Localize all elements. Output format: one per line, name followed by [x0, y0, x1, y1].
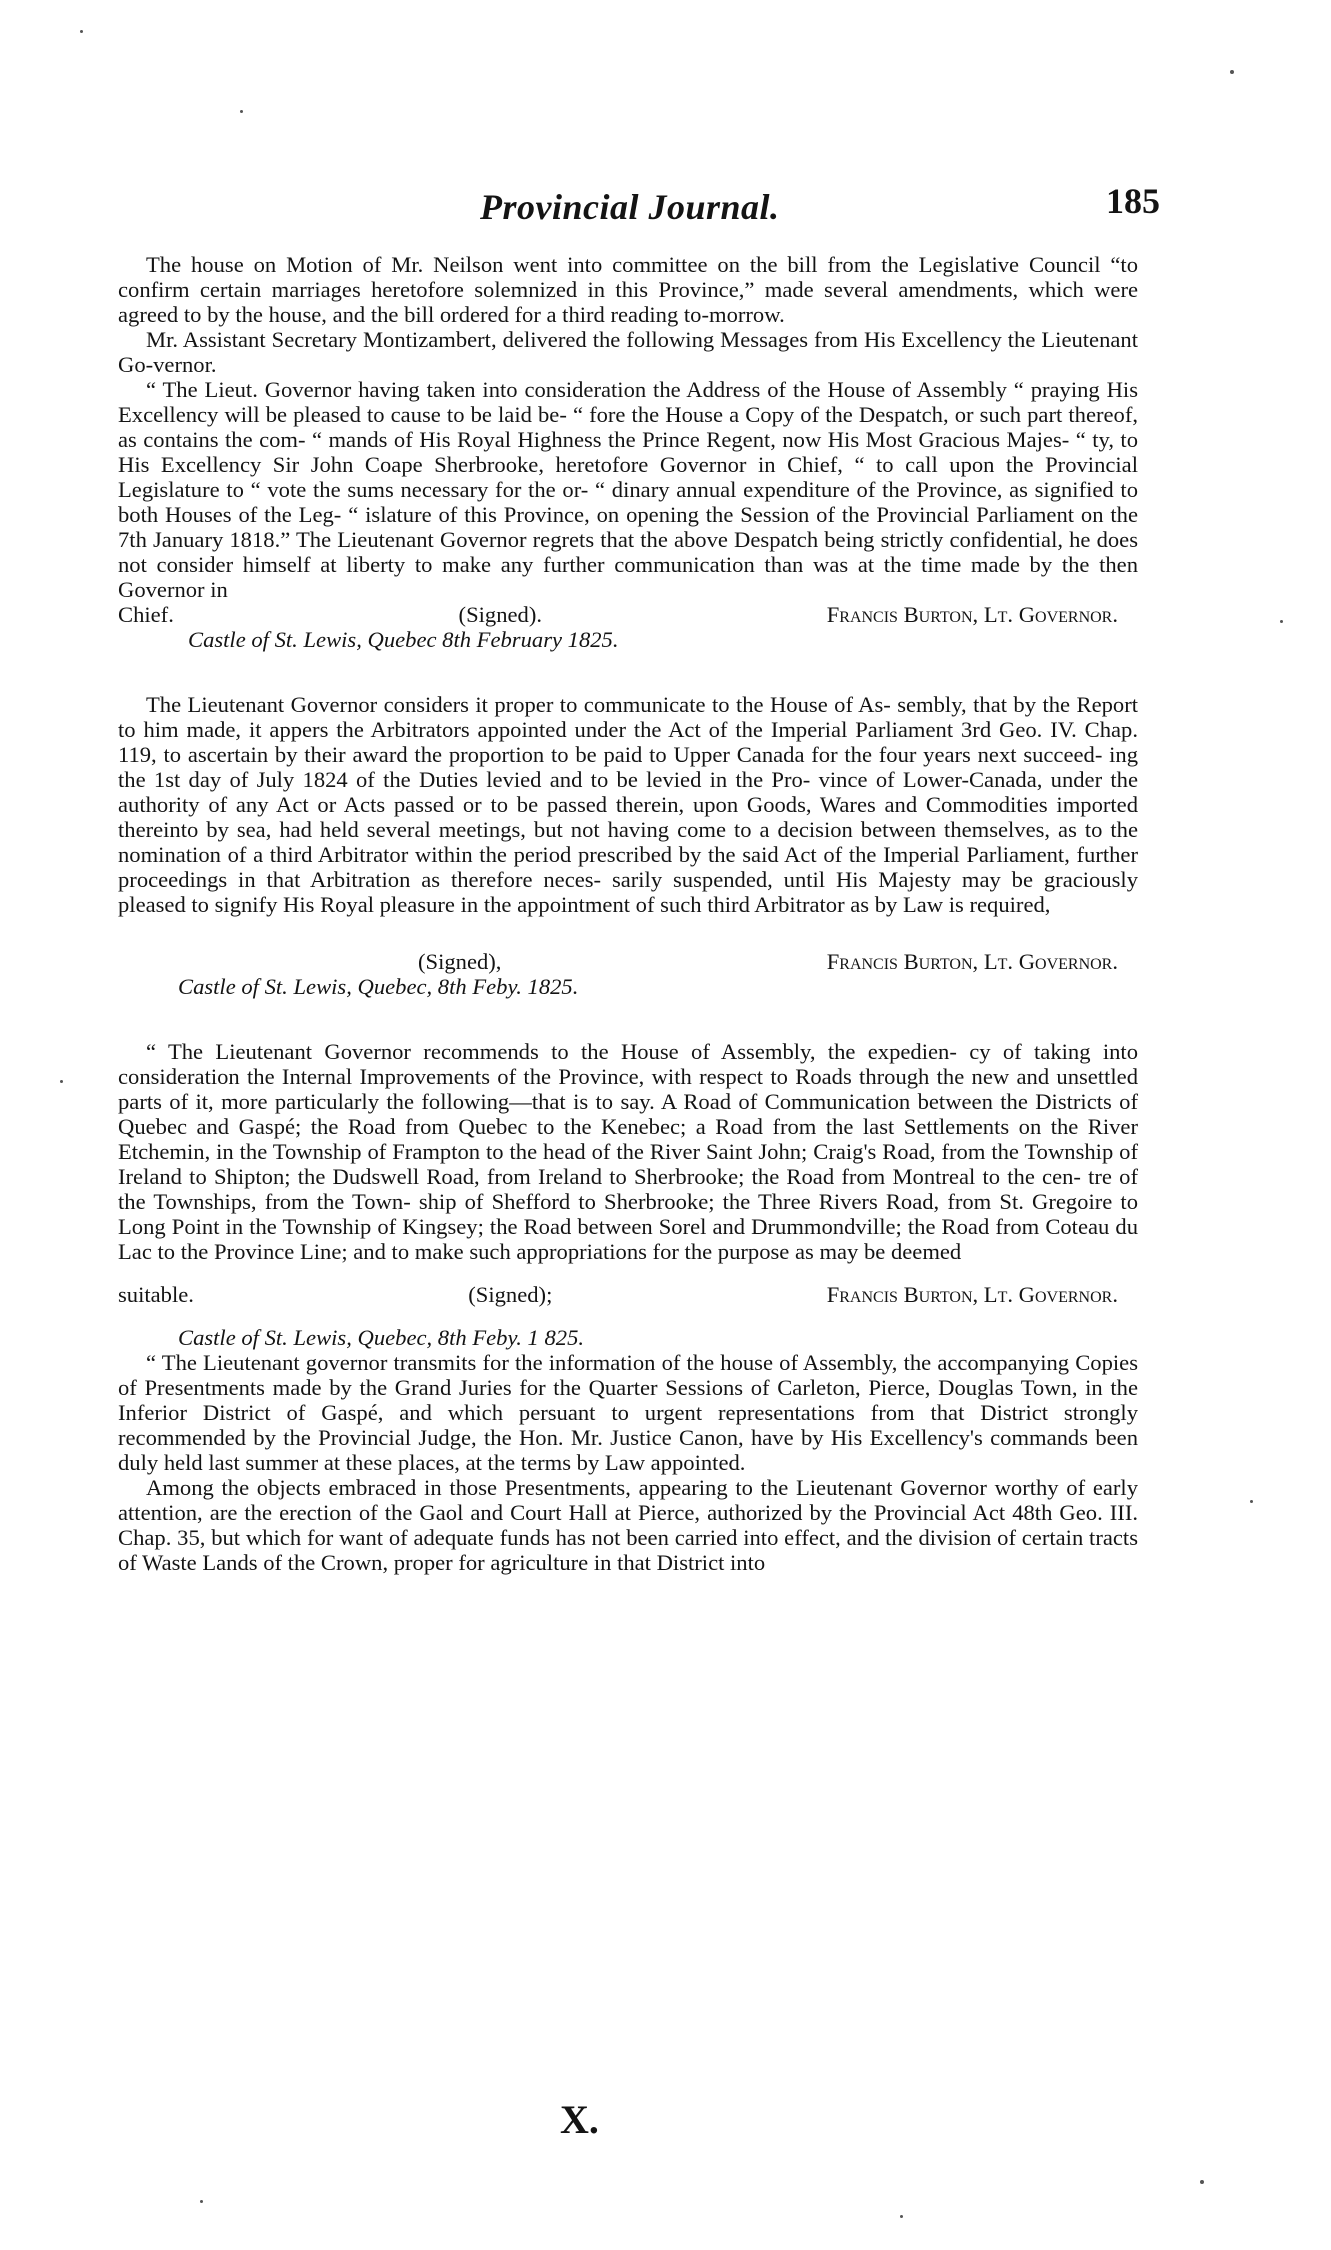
signature-line [118, 1282, 1138, 1307]
scan-speck [240, 110, 243, 113]
scan-speck [900, 2215, 903, 2218]
paragraph-committee: The house on Motion of Mr. Neilson went into committee on the bill from the Legislative Council “to confirm certain marriages heretofore solemnized in this Province,” made several amendments, which were agreed to by the house, and the bill ordered for a third reading to-morrow. [118, 252, 1138, 327]
signature-signed: (Signed); [468, 1282, 553, 1307]
signature-name: Francis Burton, Lt. Governor. [826, 602, 1118, 627]
signature-name: Francis Burton, Lt. Governor. [826, 1282, 1118, 1307]
scan-speck [1250, 1500, 1253, 1503]
dateline: Castle of St. Lewis, Quebec 8th February 1825. [188, 627, 619, 652]
paragraph-presentments-message: “ The Lieutenant governor transmits for the information of the house of Assembly, the accompanying Copies of Presentments made by the Grand Juries for the Quarter Sessions of Carleton, Pierce, Douglas Town, in the Inferior District of Gaspé, and which persuant to urgent representations from that District strongly recommended by the Provincial Judge, the Hon. Mr. Justice Canon, have by His Excellency's commands been duly held last summer at these places, at the terms by Law appointed. [118, 1350, 1138, 1475]
scan-speck [60, 1080, 63, 1083]
signature-signed: (Signed), [418, 949, 502, 974]
scan-speck [1230, 70, 1234, 74]
page-body [118, 252, 1138, 1575]
paragraph-arbitrators-message: The Lieutenant Governor considers it proper to communicate to the House of As- sembly, that by the Report to him made, it appers the Arbitrators appointed under the Act of the Imperial Parliament 3rd Geo. IV. Chap. 119, to ascertain by their award the proportion to be paid to Upper Canada for the four years next succeed- ing the 1st day of July 1824 of the Duties levied and to be levied in the Pro- vince of Lower-Canada, under the authority of any Act or Acts passed or to be passed therein, upon Goods, Wares and Commodities imported thereinto by sea, had held several meetings, but not having come to a decision between themselves, as to the nomination of a third Arbitrator within the period prescribed by the said Act of the Imperial Parliament, further proceedings in that Arbitration as therefore neces- sarily suspended, until His Majesty may be graciously pleased to signify His Royal pleasure in the appointment of such third Arbitrator as by Law is required, [118, 692, 1138, 917]
running-head: Provincial Journal. [480, 187, 780, 227]
dateline: Castle of St. Lewis, Quebec, 8th Feby. 1 825. [178, 1325, 585, 1350]
paragraph-messages-intro: Mr. Assistant Secretary Montizambert, delivered the following Messages from His Excellency the Lieutenant Go-vernor. [118, 327, 1138, 377]
paragraph-despatch-message: “ The Lieut. Governor having taken into consideration the Address of the House of Assembly “ praying His Excellency will be pleased to cause to be laid be- “ fore the House a Copy of the Despatch, or such part thereof, as contains the com- “ mands of His Royal Highness the Prince Regent, now His Most Gracious Majes- “ ty, to His Excellency Sir John Coape Sherbrooke, heretofore Governor in Chief, “ to call upon the Provincial Legislature to “ vote the sums necessary for the or- “ dinary annual expenditure of the Province, as signified to both Houses of the Leg- “ islature of this Province, on opening the Session of the Provincial Parliament on the 7th January 1818.” The Lieutenant Governor regrets that the above Despatch being strictly confidential, he does not consider himself at liberty to make any further communication than was at the time made by the then Governor in [118, 377, 1138, 602]
paragraph-roads-message: “ The Lieutenant Governor recommends to the House of Assembly, the expedien- cy of taking into consideration the Internal Improvements of the Province, with respect to Roads through the new and unsettled parts of it, more particularly the following—that is to say. A Road of Communication between the Districts of Quebec and Gaspé; the Road from Quebec to the Kenebec; a Road from the last Settlements on the River Etchemin, in the Township of Frampton to the head of the River Saint John; Craig's Road, from the Township of Ireland to Shipton; the Dudswell Road, from Ireland to Sherbrooke; the Road from Montreal to the cen- tre of the Townships, from the Town- ship of Shefford to Sherbrooke; the Three Rivers Road, from St. Gregoire to Long Point in the Township of Kingsey; the Road between Sorel and Drummondville; the Road from Coteau du Lac to the Province Line; and to make such appropriations for the purpose as may be deemed [118, 1039, 1138, 1264]
page-number: 185 [1106, 181, 1160, 221]
page-header [160, 168, 1160, 228]
scan-speck [80, 30, 83, 33]
scan-speck [1280, 620, 1283, 623]
dateline: Castle of St. Lewis, Quebec, 8th Feby. 1825. [178, 974, 579, 999]
signature-name: Francis Burton, Lt. Governor. [826, 949, 1118, 974]
signature-mark: X. [560, 2097, 599, 2142]
signature-signed: (Signed). [458, 602, 543, 627]
scan-speck [200, 2200, 203, 2203]
signature-line [118, 602, 1138, 627]
signature-left: Chief. [118, 602, 174, 627]
signature-left: suitable. [118, 1282, 194, 1307]
paragraph-gaol-court-hall: Among the objects embraced in those Presentments, appearing to the Lieutenant Governor worthy of early attention, are the erection of the Gaol and Court Hall at Pierce, authorized by the Provincial Act 48th Geo. III. Chap. 35, but which for want of adequate funds has not been carried into effect, and the division of certain tracts of Waste Lands of the Crown, proper for agriculture in that District into [118, 1475, 1138, 1575]
signature-line [118, 949, 1138, 974]
scan-speck [1200, 2180, 1204, 2184]
